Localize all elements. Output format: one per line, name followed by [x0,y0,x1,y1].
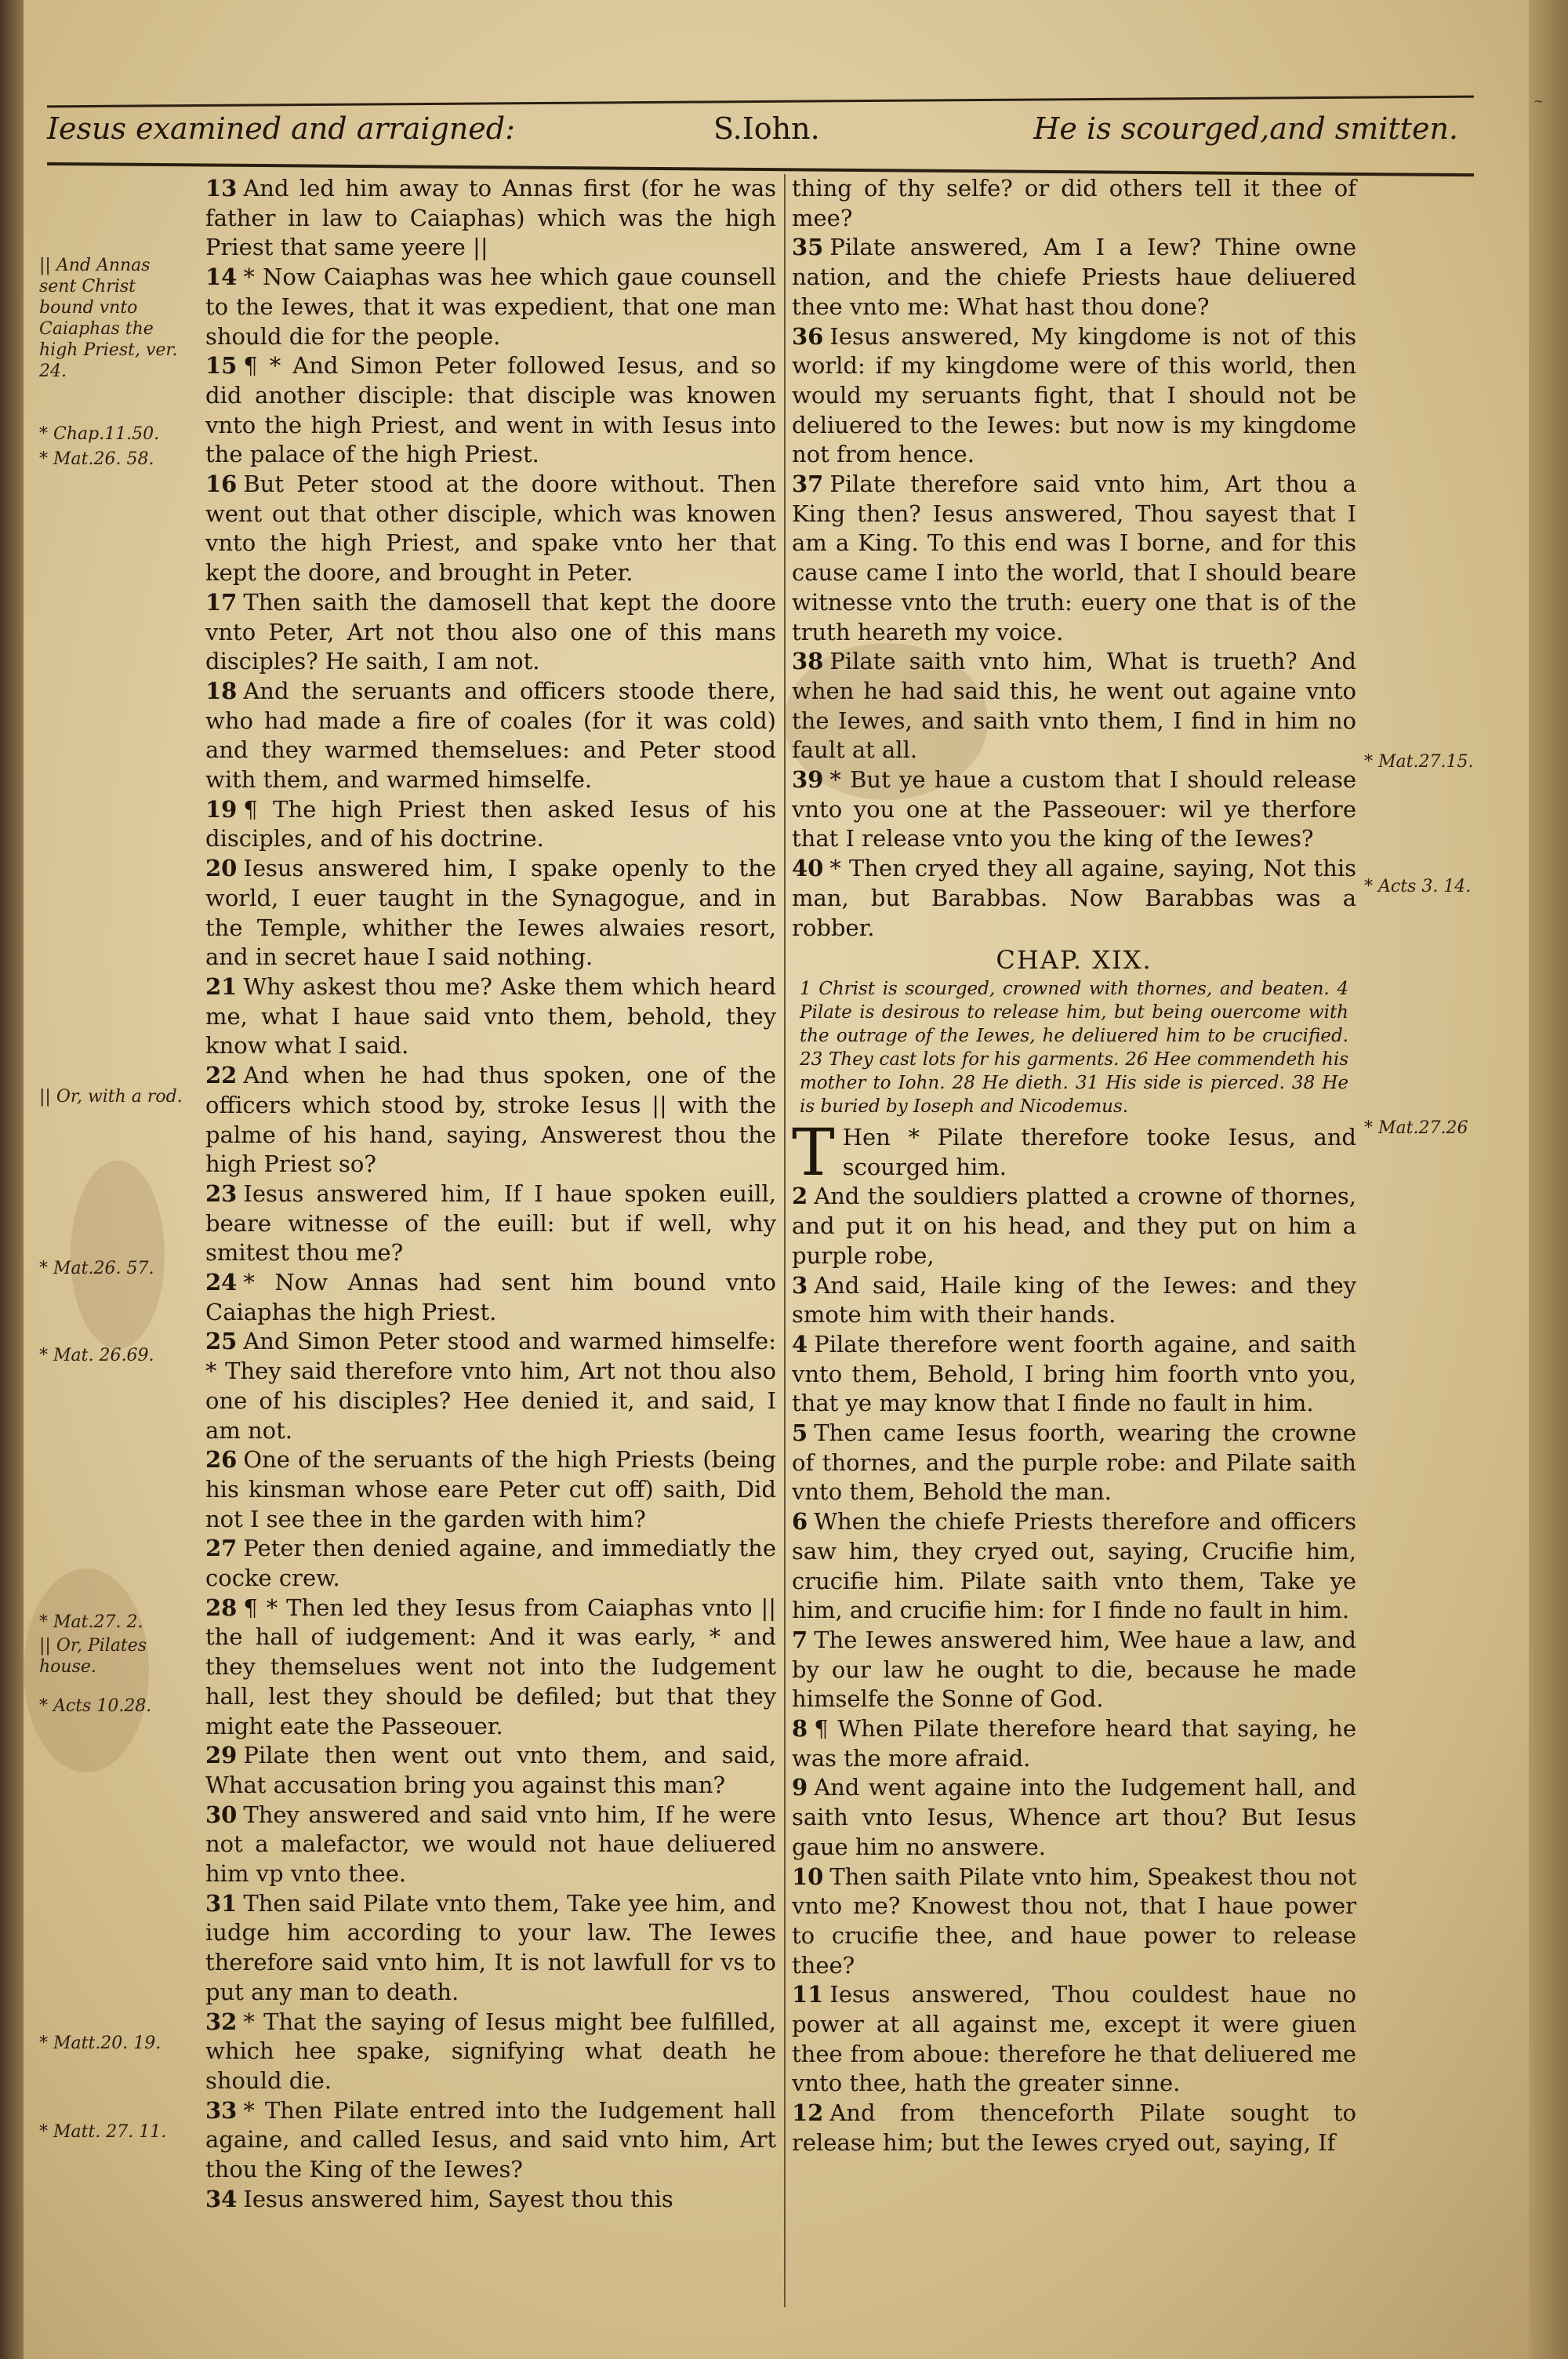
verse: 8 ¶ When Pilate therefore heard that saying, he was the more afraid. [792,1715,1356,1772]
verse: 28 ¶ * Then led they Iesus from Caiaphas vnto || the hall of iudgement: And it was early, * and they themselues went not into the Iudgement hall, lest they should be defiled; but that they might eate the Passeouer. [205,1594,776,1739]
verse: 29 Pilate then went out vnto them, and said, What accusation bring you against this man? [205,1742,776,1798]
verse: 37 Pilate therefore said vnto him, Art thou a King then? Iesus answered, Thou sayest that I am a King. To this end was I borne, and for this cause came I into the world, that I should beare witnesse vnto the truth: euery one that is of the truth heareth my voice. [792,471,1356,645]
verse: 15 ¶ * And Simon Peter followed Iesus, and so did another disciple: that disciple was knowen vnto the high Priest, and went in with Iesus into the palace of the high Priest. [205,352,776,468]
chapter-first-verse: T Hen * Pilate therefore tooke Iesus, and scourged him. [792,1115,1356,1190]
margin-note: * Mat.27.26 [1364,1118,1468,1138]
paper-stain [71,1161,165,1349]
edge-mark: ~ [1534,94,1544,108]
verse: 39 * But ye haue a custom that I should release vnto you one at the Passeouer: wil ye therfore that I release vnto you the king of the Iewes? [792,766,1356,852]
verse: 3 And said, Haile king of the Iewes: and they smote him with their hands. [792,1271,1356,1329]
verse: 12 And from thenceforth Pilate sought to release him; but the Iewes cryed out, saying, If [792,2099,1356,2156]
verse: 40 * Then cryed they all againe, saying, Not this man, but Barabbas. Now Barabbas was a robber. [792,855,1356,941]
margin-note: || Or, Pilates house. [39,1636,147,1677]
verse: 20 Iesus answered him, I spake openly to the world, I euer taught in the Synagogue, and in the Temple, whither the Iewes alwaies resort, and in secret haue I said nothing. [205,855,776,971]
verse: 9 And went againe into the Iudgement hall, and saith vnto Iesus, Whence art thou? But Iesus gaue him no answere. [792,1774,1356,1860]
verse: 26 One of the seruants of the high Priests (being his kinsman whose eare Peter cut off) saith, Did not I see thee in the garden with him? [205,1446,776,1532]
margin-note: * Chap.11.50. [39,424,160,444]
margin-note: * Mat. 26.69. [39,1346,154,1365]
chapter-summary: 1 Christ is scourged, crowned with thornes, and beaten. 4 Pilate is desirous to release him, but being ouercome with the outrage of the Iewes, he deliuered him to be crucified. 23 They cast lots for his garments. 26 Hee commendeth his mother to Iohn. 28 He dieth. 31 His side is pierced. 38 He is buried by Ioseph and Nicodemus. [800,978,1348,1117]
margin-note: * Mat.27. 2. [39,1612,143,1632]
column-divider [784,174,786,2307]
header-left: Iesus examined and arraigned: [47,111,515,146]
verse: 32 * That the saying of Iesus might bee fulfilled, which hee spake, signifying what death he should die. [205,2008,776,2094]
verse: 27 Peter then denied againe, and immediatly the cocke crew. [205,1535,776,1592]
verse: 16 But Peter stood at the doore without. Then went out that other disciple, which was knowen vnto the high Priest, and spake vnto her that kept the doore, and brought in Peter. [205,471,776,587]
margin-note: * Acts 3. 14. [1364,877,1472,896]
chapter-heading: CHAP. XIX. [996,945,1152,976]
verse: 10 Then saith Pilate vnto him, Speakest thou not vnto me? Knowest thou not, that I haue power to crucifie thee, and haue power to release thee? [792,1863,1356,1979]
header-book-title: S.Iohn. [713,111,820,146]
verse: 25 And Simon Peter stood and warmed himselfe: * They said therefore vnto him, Art not thou also one of his disciples? Hee denied it, and said, I am not. [205,1328,776,1444]
header-right: He is scourged,and smitten. [1033,111,1458,146]
margin-note: * Mat.26. 57. [39,1259,154,1278]
verse: 34 Iesus answered him, Sayest thou this [205,2185,673,2212]
margin-note: * Mat.26. 58. [39,449,154,469]
drop-capital: T [792,1115,835,1190]
margin-note: * Matt. 27. 11. [39,2122,167,2142]
verse: 36 Iesus answered, My kingdome is not of this world: if my kingdome were of this world, then would my seruants fight, that I should not be deliuered to the Iewes: but now is my kingdome not from hence. [792,322,1356,468]
verse: 4 Pilate therefore went foorth againe, and saith vnto them, Behold, I bring him foorth vnto you, that ye may know that I finde no fault in him. [792,1330,1356,1417]
verse: 33 * Then Pilate entred into the Iudgement hall againe, and called Iesus, and said vnto him, Art thou the King of the Iewes? [205,2096,776,2183]
verse: 6 When the chiefe Priests therefore and officers saw him, they cryed out, saying, Crucifie him, crucifie him. Pilate saith vnto them, Take ye him, and crucifie him: for I finde no fault in him. [792,1508,1356,1624]
margin-note: || And Annas sent Christ bound vnto Caiaphas the high Priest, ver. 24. [39,256,178,381]
verse: 24 * Now Annas had sent him bound vnto Caiaphas the high Priest. [205,1269,776,1325]
verse: 30 They answered and said vnto him, If he were not a malefactor, we would not haue deliuered him vp vnto thee. [205,1801,776,1888]
left-column [205,174,776,2215]
verse: 5 Then came Iesus foorth, wearing the crowne of thornes, and the purple robe: and Pilate saith vnto them, Behold the man. [792,1419,1356,1506]
verse: 11 Iesus answered, Thou couldest haue no power at all against me, except it were giuen thee from aboue: therefore he that deliuered me vnto thee, hath the greater sinne. [792,1981,1356,2097]
verse: 35 Pilate answered, Am I a Iew? Thine owne nation, and the chiefe Priests haue deliuered thee vnto me: What hast thou done? [792,234,1356,320]
verse: 31 Then said Pilate vnto them, Take yee him, and iudge him according to your law. The Iewes therefore said vnto him, It is not lawfull for vs to put any man to death. [205,1889,776,2005]
verse: 22 And when he had thus spoken, one of the officers which stood by, stroke Iesus || with the palme of his hand, saying, Answerest thou the high Priest so? [205,1062,776,1178]
verse: 38 Pilate saith vnto him, What is trueth? And when he had said this, he went out againe vnto the Iewes, and saith vnto them, I find in him no fault at all. [792,648,1356,764]
book-gutter [0,0,24,2359]
verse: 13 And led him away to Annas first (for he was father in law to Caiaphas) which was the high Priest that same yeere || [205,175,776,261]
margin-note: * Acts 10.28. [39,1696,152,1716]
margin-note: * Mat.27.15. [1364,752,1474,772]
verse: 2 And the souldiers platted a crowne of thornes, and put it on his head, and they put on him a purple robe, [792,1183,1356,1269]
verse: 18 And the seruants and officers stoode there, who had made a fire of coales (for it was cold) and they warmed themselues: and Peter stood with them, and warmed himselfe. [205,677,776,794]
verse: 19 ¶ The high Priest then asked Iesus of his disciples, and of his doctrine. [205,795,776,852]
verse: 21 Why askest thou me? Aske them which heard me, what I haue said vnto them, behold, they know what I said. [205,972,776,1060]
verse: 17 Then saith the damosell that kept the doore vnto Peter, Art not thou also one of this mans disciples? He saith, I am not. [205,588,776,675]
verse: 7 The Iewes answered him, Wee haue a law, and by our law he ought to die, because he made himselfe the Sonne of God. [792,1626,1356,1713]
margin-note: * Matt.20. 19. [39,2034,162,2053]
verse: 14 * Now Caiaphas was hee which gaue counsell to the Iewes, that it was expedient, that one man should die for the people. [205,264,776,350]
right-column [792,174,1356,2158]
verse-continuation: thing of thy selfe? or did others tell it thee of mee? [792,175,1356,231]
margin-note: || Or, with a rod. [39,1087,183,1107]
next-page-edge [1529,0,1568,2359]
verse: 23 Iesus answered him, If I haue spoken euill, beare witnesse of the euill: but if well, why smitest thou me? [205,1180,776,1267]
running-header [47,94,1458,149]
